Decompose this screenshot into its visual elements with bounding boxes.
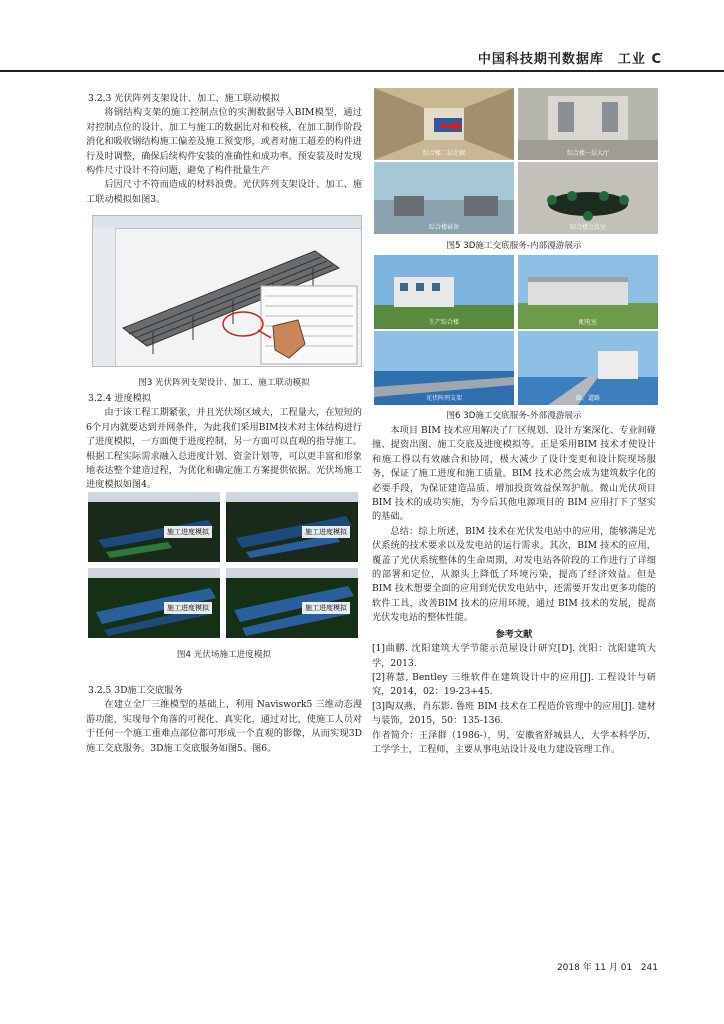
figure-3-image (92, 215, 362, 367)
figure-3-caption-wrap (86, 376, 362, 390)
conclusion-paragraph-2: 总结：综上所述，BIM 技术在光伏发电站中的应用，能够满足光伏系统的技术要求以及发电站的运行需求。其次，BIM 技术的应用，覆盖了光伏系统整体的生命周期，对发电站各阶段的工作进行了详细的部署和定位，从源头上降低了环境污染，提高了经济效益。但是 BIM 技术想要全面的应用到光伏发电站中，还需要开发出更多功能的软件工具，改善BIM 技术的应用环境，通过 BIM 技术的发展，提高光伏发电站的整体性能。 (372, 525, 656, 624)
exterior-tile-4 (518, 331, 658, 405)
conclusion-paragraph-1: 本项目 BIM 技术应用解决了厂区规划、设计方案深化、专业间碰撞、提资出图、施工交底及进度模拟等。正是采用BIM 技术才使设计和施工得以有效融合和协同，极大减少了设计变更和设计院现场服务，保证了施工进度和施工质量。BIM 技术必然会成为建筑数字化的必要手段，为保证建造品质、增加投资效益保驾护航。微山光伏项目 BIM 技术的成功实施，为今后其他电源项目的 BIM 应用打下了坚实的基础。 (372, 425, 656, 523)
progress-tile-1 (88, 492, 220, 562)
exterior-tile-3 (374, 331, 514, 405)
author-bio: 作者简介：王泽群（1986-），男，安徽省舒城县人，大学本科学历，工学学士，工程师，主要从事电站设计及电力建设管理工作。 (372, 729, 656, 755)
section-3-2-4-title: 3.2.4 进度模拟 (88, 393, 152, 404)
progress-tile-4 (226, 568, 358, 638)
page-footer (557, 960, 658, 973)
figure-5-image (374, 88, 658, 234)
section-3-2-3-title: 3.2.3 光伏阵列支架设计、加工、施工联动模拟 (88, 93, 280, 104)
journal-header: 中国科技期刊数据库 工业 C (477, 52, 662, 67)
progress-tile-label: 施工进度模拟 (302, 602, 350, 614)
figure-6-caption: 图6 3D施工交底服务-外部漫游展示 (446, 411, 582, 421)
page-number: 241 (640, 963, 658, 973)
figure-4-caption-wrap (86, 648, 362, 662)
exterior-tile-label: 路、道路 (575, 395, 600, 402)
figure-3-caption: 图3 光伏阵列支架设计、加工、施工联动模拟 (138, 378, 310, 388)
left-column-top (86, 92, 362, 207)
exterior-tile-1 (374, 255, 514, 329)
exterior-tile-label: 生产综合楼 (428, 319, 459, 326)
progress-tile-label: 施工进度模拟 (164, 602, 212, 614)
progress-tile-label: 施工进度模拟 (302, 526, 350, 538)
exterior-tile-2 (518, 255, 658, 329)
section-3-2-5-paragraph: 在建立全厂三维模型的基础上，利用 Naviswork5 三维动态漫游功能，实现每个角落的可视化、真实化，通过对比，使施工人员对于任何一个施工重难点部位都可形成一个直观的影像，从而实现3D施工交底服务。3D施工交底服务如图5、图6。 (86, 699, 362, 754)
issue-date: 2018 年 11 月 01 (556, 963, 633, 973)
interior-tile-label: 综合楼会议室 (569, 224, 606, 231)
section-3-2-5-title: 3.2.5 3D施工交底服务 (88, 685, 183, 696)
right-column-text (372, 424, 656, 757)
references-heading: 参考文献 (495, 628, 533, 640)
figure-4-caption: 图4 光伏场施工进度模拟 (176, 650, 272, 660)
left-column-bottom (86, 684, 362, 756)
left-column-mid (86, 392, 362, 493)
section-3-2-3-paragraph: 将钢结构支架的施工控制点位的实测数据导入BIM模型，通过对控制点位的设计、加工与施工的数据比对和校核，在加工制作阶段消化和吸收钢结构施工偏差及施工预变形，或者对施工超差的构件进行及时调整，确保后续构件安装的准确性和成功率。预安装及时发现构件尺寸设计不符问题，避免了构件批量生产 (86, 107, 362, 177)
section-3-2-4-paragraph: 由于该工程工期紧张，并且光伏场区域大，工程量大，在短短的6个月内就要达到并网条件，为此我们采用BIM技术对主体结构进行了进度模拟，一方面便于进度控制，另一方面可以直观的指导施工。根据工程实际需求融入总进度计划、资金计划等，可以更丰富和形象地表达整个建造过程，为优化和确定施工方案提供依据。光伏场施工进度模拟如图4。 (86, 407, 362, 491)
progress-tile-label: 施工进度模拟 (164, 526, 212, 538)
figure-6-image (374, 255, 658, 405)
header-rule (0, 70, 724, 72)
section-3-2-3-paragraph-2: 后因尺寸不符而造成的材料浪费。光伏阵列支架设计、加工、施工联动模拟如图3。 (86, 179, 362, 205)
figure-6-caption-wrap (372, 409, 656, 423)
progress-tile-2 (226, 492, 358, 562)
interior-tile-4 (518, 162, 658, 234)
interior-tile-label: 综合楼二层走廊 (422, 150, 465, 157)
figure-5-caption: 图5 3D施工交底服务-内部漫游展示 (446, 241, 582, 251)
reference-2: [2]蒋慧, Bentley 三维软件在建筑设计中的应用[J]. 工程设计与研究，2014，02：19-23+45. (372, 671, 656, 698)
interior-tile-3 (374, 162, 514, 234)
exterior-tile-label: 配电室 (578, 319, 597, 326)
interior-tile-1 (374, 88, 514, 160)
interior-tile-label: 综合楼一层大厅 (566, 150, 609, 157)
figure-4-image (88, 492, 358, 638)
progress-tile-3 (88, 568, 220, 638)
reference-3: [3]陶双燕，肖东影. 鲁班 BIM 技术在工程造价管理中的应用[J]. 建材与装饰，2015，50：135-136. (372, 700, 656, 727)
figure-5-caption-wrap (372, 239, 656, 253)
interior-tile-label: 综合楼宿舍 (428, 224, 459, 231)
reference-1: [1]曲鹏. 沈阳建筑大学节能示范屋设计研究[D]. 沈阳：沈阳建筑大学，2013. (372, 643, 656, 669)
exterior-tile-label: 光伏阵列支架 (425, 395, 462, 402)
interior-tile-2 (518, 88, 658, 160)
